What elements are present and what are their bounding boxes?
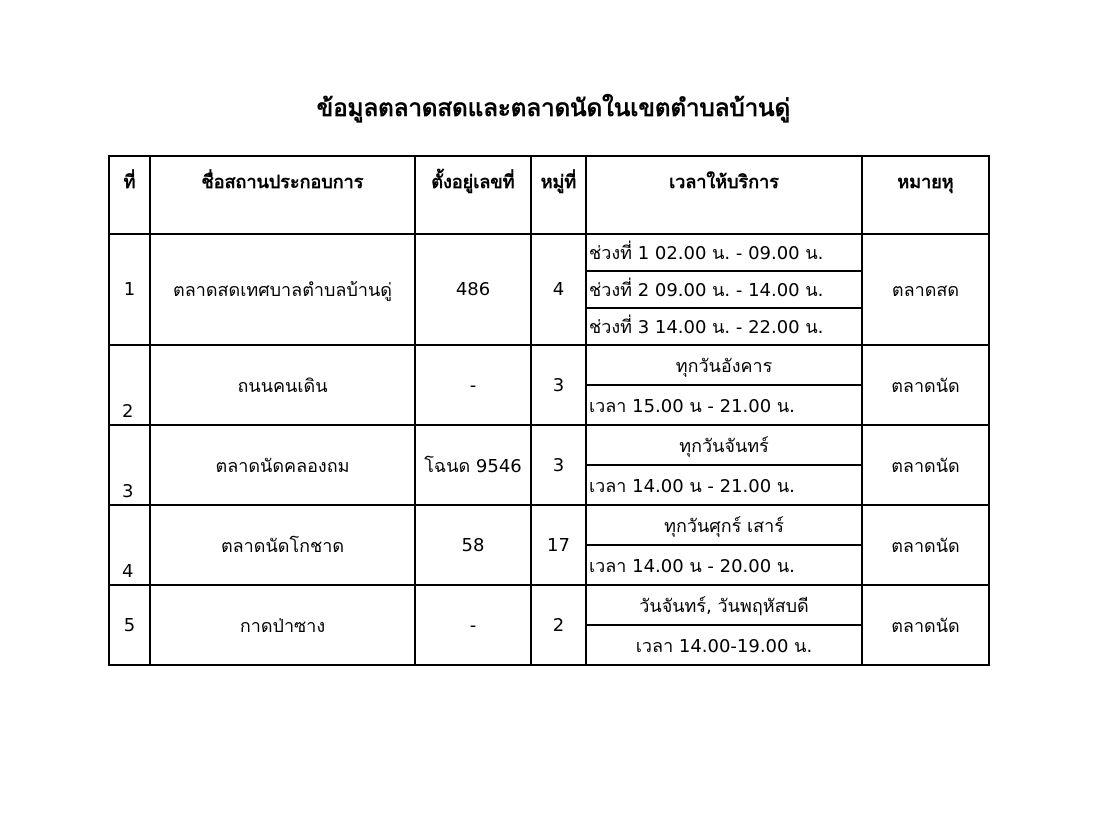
row-hours: ทุกวันศุกร์ เสาร์: [586, 505, 862, 545]
row-hours: วันจันทร์, วันพฤหัสบดี: [586, 585, 862, 625]
row-no: 5: [109, 585, 150, 665]
row-hours: เวลา 14.00 น - 20.00 น.: [586, 545, 862, 585]
table-row: [109, 505, 989, 545]
header-note: หมายหุ: [862, 156, 989, 234]
header-address: ตั้งอยู่เลขที่: [415, 156, 531, 234]
table-row: [109, 585, 989, 625]
row-address: 486: [415, 234, 531, 345]
row-note: ตลาดนัด: [862, 585, 989, 665]
row-village: 17: [531, 505, 586, 585]
row-note: ตลาดสด: [862, 234, 989, 345]
table-row: [109, 234, 989, 271]
table-row: [109, 425, 989, 465]
row-village: 3: [531, 345, 586, 425]
market-table: [108, 155, 990, 666]
row-note: ตลาดนัด: [862, 425, 989, 505]
row-name: ถนนคนเดิน: [150, 345, 415, 425]
row-hours: เวลา 14.00-19.00 น.: [586, 625, 862, 665]
header-hours: เวลาให้บริการ: [586, 156, 862, 234]
row-village: 2: [531, 585, 586, 665]
row-name: ตลาดสดเทศบาลตำบลบ้านดู่: [150, 234, 415, 345]
row-hours: ช่วงที่ 1 02.00 น. - 09.00 น.: [586, 234, 862, 271]
row-name: กาดป่าซาง: [150, 585, 415, 665]
table-header-row: [109, 156, 989, 234]
row-note: ตลาดนัด: [862, 345, 989, 425]
header-name: ชื่อสถานประกอบการ: [150, 156, 415, 234]
row-no: 2: [109, 345, 150, 425]
row-address: 58: [415, 505, 531, 585]
row-hours: เวลา 15.00 น - 21.00 น.: [586, 385, 862, 425]
page-title: ข้อมูลตลาดสดและตลาดนัดในเขตตำบลบ้านดู่: [316, 94, 791, 122]
row-hours: ทุกวันจันทร์: [586, 425, 862, 465]
header-village: หมู่ที่: [531, 156, 586, 234]
row-no: 3: [109, 425, 150, 505]
table-row: [109, 345, 989, 385]
row-hours: ทุกวันอังคาร: [586, 345, 862, 385]
row-address: โฉนด 9546: [415, 425, 531, 505]
row-note: ตลาดนัด: [862, 505, 989, 585]
row-no: 4: [109, 505, 150, 585]
row-village: 4: [531, 234, 586, 345]
row-village: 3: [531, 425, 586, 505]
row-no: 1: [109, 234, 150, 345]
row-hours: ช่วงที่ 3 14.00 น. - 22.00 น.: [586, 308, 862, 345]
row-hours: เวลา 14.00 น - 21.00 น.: [586, 465, 862, 505]
row-hours: ช่วงที่ 2 09.00 น. - 14.00 น.: [586, 271, 862, 308]
row-address: -: [415, 345, 531, 425]
row-name: ตลาดนัดโกชาด: [150, 505, 415, 585]
header-no: ที่: [109, 156, 150, 234]
row-address: -: [415, 585, 531, 665]
row-name: ตลาดนัดคลองถม: [150, 425, 415, 505]
